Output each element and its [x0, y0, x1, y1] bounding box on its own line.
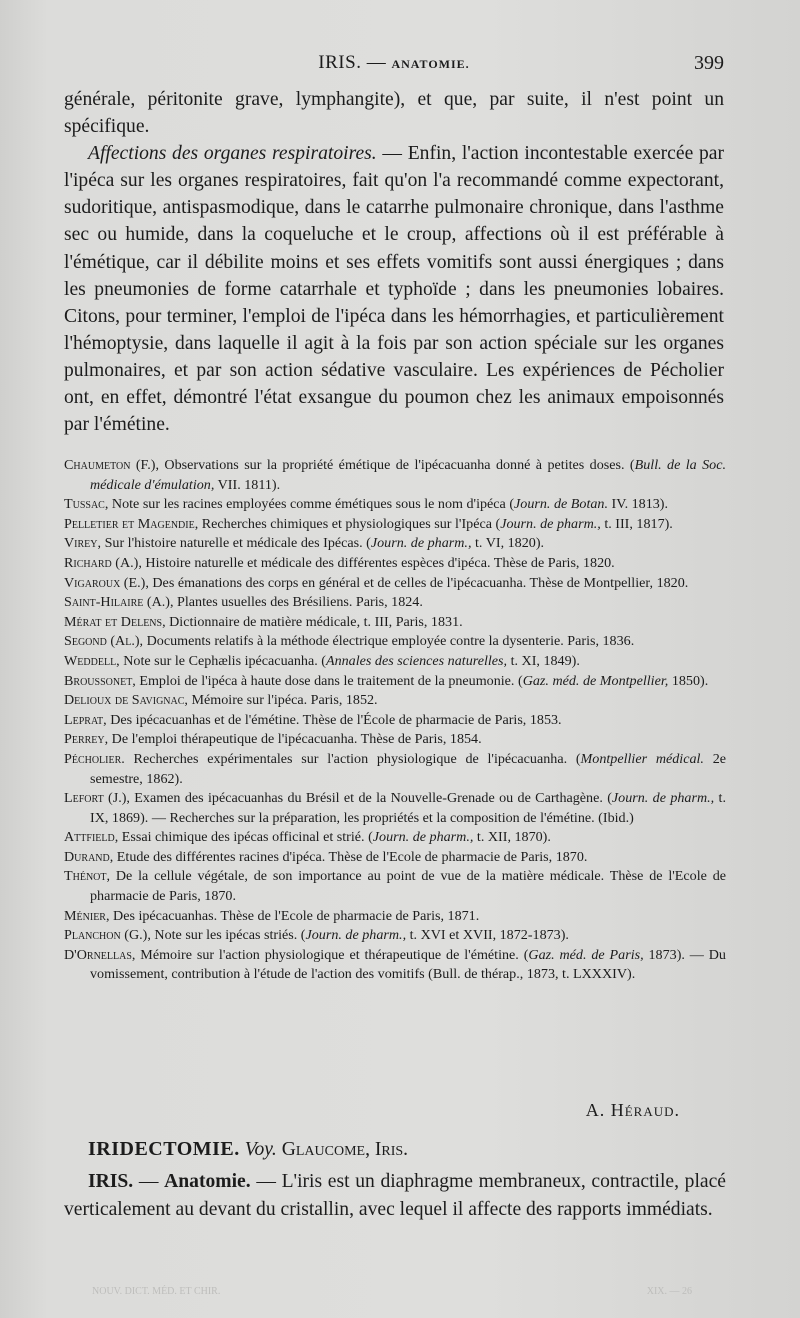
bibliography-text: Des ipécacuanhas. Thèse de l'Ecole de pharmacie de Paris, 1871.	[109, 907, 480, 924]
bibliography-tail: 1873). — Du vomissement, contribution à l'étude de l'action des vomitifs (Bull. de thérap., 1873, t. LXXXIV).	[90, 946, 726, 983]
bibliography-entry	[64, 593, 726, 613]
bibliography-entry	[64, 750, 726, 789]
bibliography-tail: IV. 1813).	[608, 496, 669, 513]
footer-left: NOUV. DICT. MÉD. ET CHIR.	[92, 1286, 221, 1297]
bibliography-entry	[64, 946, 726, 985]
bibliography-entry	[64, 652, 726, 672]
bibliography-entry	[64, 789, 726, 828]
bibliography-tail: t. XVI et XVII, 1872-1873).	[406, 927, 569, 944]
bibliography-italic: Gaz. méd. de Montpellier,	[522, 672, 669, 689]
bibliography-entry	[64, 711, 726, 731]
bibliography-text: Examen des ipécacuanhas du Brésil et de la Nouvelle-Grenade ou de Carthagène. (	[129, 790, 612, 807]
iridectomie-refs: Glaucome, Iris.	[281, 1139, 409, 1160]
bibliography-entry	[64, 515, 726, 535]
bibliography-text: Recherches chimiques et physiologiques sur l'Ipéca (	[198, 515, 501, 532]
bibliography-author: Virey,	[64, 535, 102, 552]
bibliography-text: Plantes usuelles des Brésiliens. Paris, 1824.	[173, 594, 423, 611]
bibliography-author: Pelletier et Magendie,	[64, 515, 199, 532]
bibliography-text: De la cellule végétale, de son importance au point de vue de la matière médicale. Thèse de l'Ecole de pharmacie de Paris, 1870.	[90, 868, 726, 905]
bibliography-tail: t. III, 1817).	[600, 515, 673, 532]
iris-entry	[64, 1168, 726, 1223]
bibliography-text: Emploi de l'ipéca à haute dose dans le traitement de la pneumonie. (	[135, 672, 523, 689]
bibliography-text: Documents relatifs à la méthode électrique employée contre la dysenterie. Paris, 1836.	[143, 633, 635, 650]
bibliography-author: Tussac,	[64, 496, 109, 513]
bibliography-author: Richard (A.),	[64, 554, 142, 571]
bibliography-author: Thénot,	[64, 868, 111, 885]
bibliography-entry	[64, 534, 726, 554]
bibliography-entry	[64, 574, 726, 594]
iris-subheading: Anatomie.	[164, 1171, 251, 1192]
bibliography-entry	[64, 632, 726, 652]
bibliography-author: Saint-Hilaire (A.),	[64, 594, 174, 611]
bibliography-tail: 2e semestre, 1862).	[90, 750, 727, 787]
bibliography-tail: VII. 1811).	[214, 476, 281, 493]
iris-dash: —	[133, 1171, 165, 1192]
iris-heading: IRIS.	[88, 1171, 134, 1192]
bibliography-italic: Journ. de pharm.,	[500, 515, 601, 532]
bibliography-entry	[64, 672, 726, 692]
bibliography-tail: t. IX, 1869). — Recherches sur la préparation, les propriétés et la composition de l'émétine. (Ibid.)	[90, 790, 726, 826]
bibliography-text: Essai chimique des ipécas officinal et strié. (	[118, 829, 373, 846]
bibliography-italic: Journ. de Botan.	[514, 496, 608, 513]
bibliography-text: Note sur les ipécas striés. (	[150, 927, 306, 944]
bibliography-entry	[64, 554, 726, 574]
bibliography-entry	[64, 828, 726, 848]
iridectomie-voy: Voy.	[244, 1139, 277, 1160]
bibliography-author: Leprat,	[64, 711, 107, 728]
author-signature	[586, 1100, 680, 1121]
main-text	[64, 86, 724, 438]
paragraph-2	[64, 140, 724, 438]
paragraph-2-text: — Enfin, l'action incontestable exercée par l'ipéca sur les organes respiratoires, fait qu'on l'a recommandé comme expectorant, sudoritique, antispasmodique, dans le catarrhe pulmonaire chronique, dans l'asthme sec ou humide, dans la coqueluche et le croup, affections où il est préférable à l'émétique, car il débilite moins et ses effets vomitifs sont aussi énergiques ; dans les pneumonies de forme catarrhale et typhoïde ; dans les pneumonies lobaires. Citons, pour terminer, l'emploi de l'ipéca dans les hémorrhagies, et particulièrement l'hémoptysie, dans laquelle il agit à la fois par son action spéciale sur les organes pulmonaires, et par son action sédative vasculaire. Les expériences de Pécholier ont, en effet, démontré l'état exsangue du poumon chez les animaux empoisonnés par l'émétine.	[64, 143, 724, 436]
paragraph-1: générale, péritonite grave, lymphangite), et que, par suite, il n'est point un spécifique.	[64, 89, 724, 138]
bibliography-entry	[64, 848, 726, 868]
bibliography-author: Lefort (J.),	[64, 790, 130, 807]
iridectomie-heading: IRIDECTOMIE.	[88, 1138, 240, 1160]
bibliography-italic: Journ. de pharm.,	[372, 829, 474, 846]
bibliography-text: Note sur les racines employées comme émétiques sous le nom d'ipéca (	[108, 496, 515, 513]
bibliography-italic: Bull. de la Soc. médicale d'émulation,	[90, 457, 727, 493]
bibliography-author: Mérat et Delens,	[64, 613, 166, 630]
bibliography-italic: Gaz. méd. de Paris,	[528, 946, 644, 963]
bibliography-text: Dictionnaire de matière médicale, t. III, Paris, 1831.	[165, 613, 463, 630]
paragraph-2-heading: Affections des organes respiratoires.	[88, 143, 377, 165]
bibliography-text: Des émanations des corps en général et de celles de l'ipécacuanha. Thèse de Montpellier, 1820.	[148, 574, 689, 591]
bibliography-author: Perrey,	[64, 731, 109, 748]
iris-paragraph	[64, 1168, 726, 1223]
bibliography-author: Durand,	[64, 848, 114, 865]
bibliography-entry	[64, 907, 726, 927]
footer-right: XIX. — 26	[646, 1286, 692, 1297]
bibliography-author: Pécholier.	[64, 750, 125, 767]
bibliography-entry	[64, 691, 726, 711]
bibliography-entry	[64, 456, 726, 495]
bibliography-author: D'Ornellas,	[64, 946, 136, 963]
signature-initial: A.	[585, 1100, 606, 1120]
running-header	[64, 52, 724, 76]
bibliography-text: Sur l'histoire naturelle et médicale des Ipécas. (	[101, 535, 371, 552]
bibliography-italic: Annales des sciences naturelles,	[325, 652, 508, 669]
bibliography-text: Observations sur la propriété émétique de l'ipécacuanha donné à petites doses. (	[159, 457, 635, 473]
bibliography-tail: t. VI, 1820).	[471, 535, 545, 552]
bibliography-author: Segond (Al.),	[64, 633, 144, 650]
bibliography-entry	[64, 867, 726, 906]
header-subtitle: ANATOMIE.	[391, 57, 470, 71]
footer	[92, 1286, 712, 1300]
bibliography-text: Recherches expérimentales sur l'action physiologique de l'ipécacuanha. (	[124, 750, 581, 767]
bibliography-text: Mémoire sur l'ipéca. Paris, 1852.	[187, 692, 378, 709]
bibliography-tail: t. XI, 1849).	[507, 652, 580, 669]
bibliography-author: Ménier,	[64, 907, 110, 924]
bibliography-text: Note sur le Cephælis ipécacuanha. (	[119, 652, 326, 669]
iridectomie-entry	[88, 1138, 728, 1161]
bibliography-text: Histoire naturelle et médicale des différentes espèces d'ipéca. Thèse de Paris, 1820.	[141, 554, 615, 571]
bibliography-text: Mémoire sur l'action physiologique et thérapeutique de l'émétine. (	[135, 946, 529, 963]
bibliography-author: Attfield,	[64, 829, 119, 846]
bibliography-author: Chaumeton (F.),	[64, 457, 159, 473]
bibliography-entry	[64, 730, 726, 750]
page-number: 399	[694, 52, 724, 74]
bibliography-text: Des ipécacuanhas et de l'émétine. Thèse de l'École de pharmacie de Paris, 1853.	[106, 711, 562, 728]
header-separator: —	[366, 52, 387, 73]
bibliography-italic: Montpellier médical.	[580, 750, 704, 767]
bibliography-text: Etude des différentes racines d'ipéca. Thèse de l'Ecole de pharmacie de Paris, 1870.	[113, 848, 588, 865]
bibliography-author: Vigaroux (E.),	[64, 574, 149, 591]
bibliography-text: De l'emploi thérapeutique de l'ipécacuanha. Thèse de Paris, 1854.	[108, 731, 482, 748]
bibliography-author: Weddell,	[64, 652, 120, 669]
bibliography-entry	[64, 495, 726, 515]
bibliography	[64, 456, 726, 985]
bibliography-italic: Journ. de pharm.,	[611, 790, 715, 807]
bibliography-italic: Journ. de pharm.,	[370, 535, 472, 552]
iris-text: — L'iris est un diaphragme membraneux, contractile, placé verticalement au devant du cristallin, avec lequel il affecte des rapports immédiats.	[64, 1171, 726, 1220]
running-title	[64, 52, 724, 74]
header-title: IRIS.	[318, 52, 362, 73]
bibliography-author: Delioux de Savignac,	[64, 692, 188, 709]
bibliography-author: Broussonet,	[64, 672, 136, 689]
bibliography-tail: 1850).	[668, 672, 709, 689]
bibliography-tail: t. XII, 1870).	[473, 829, 551, 846]
bibliography-entry	[64, 926, 726, 946]
signature-name: Héraud.	[610, 1100, 680, 1120]
bibliography-italic: Journ. de pharm.,	[305, 927, 407, 944]
bibliography-entry	[64, 613, 726, 633]
bibliography-author: Planchon (G.),	[64, 927, 151, 944]
